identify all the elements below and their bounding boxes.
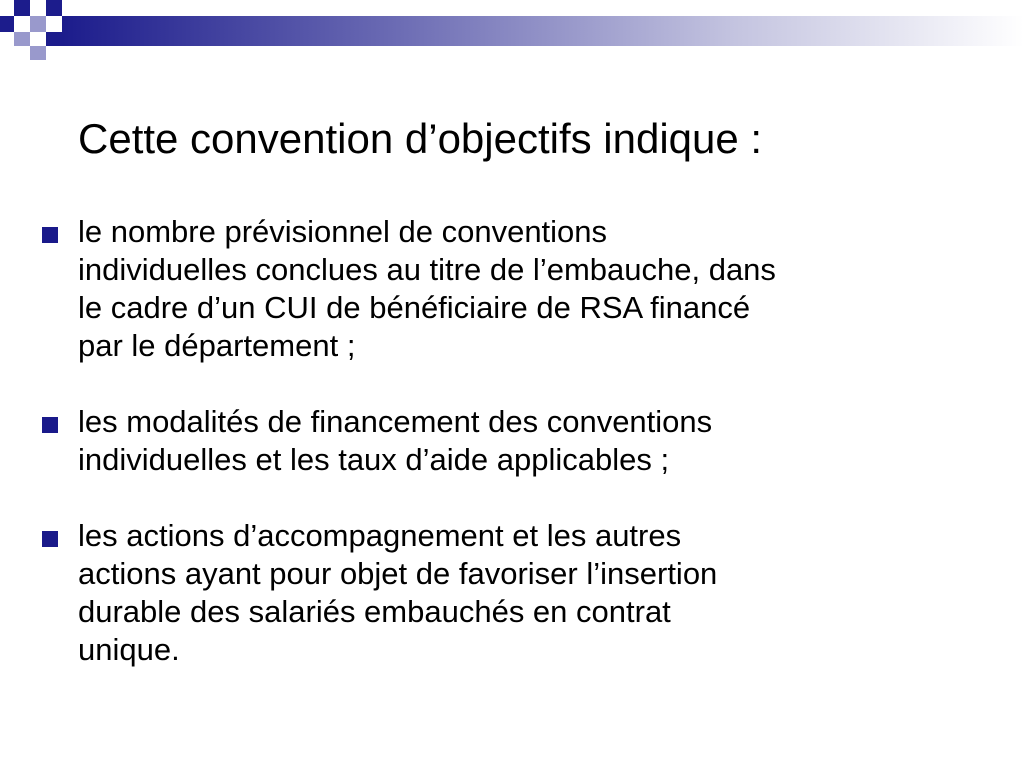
square-bullet-icon <box>42 417 58 433</box>
deco-square <box>0 16 14 32</box>
bullet-item <box>40 403 990 479</box>
deco-square <box>30 16 46 32</box>
square-bullet-icon <box>42 227 58 243</box>
deco-square <box>14 0 30 16</box>
deco-square <box>46 0 62 16</box>
bullet-text-line: durable des salariés embauchés en contrat <box>78 594 671 629</box>
slide-title: Cette convention d’objectifs indique : <box>78 115 763 162</box>
bullet-text-line: actions ayant pour objet de favoriser l’insertion <box>78 556 718 591</box>
deco-square <box>30 46 46 60</box>
bullet-item <box>40 213 990 365</box>
square-bullet-icon <box>42 531 58 547</box>
bullet-item <box>40 517 990 669</box>
bullet-text-line: les modalités de financement des conventions <box>78 404 713 439</box>
deco-square <box>14 32 30 46</box>
bullet-list <box>40 213 990 707</box>
bullet-text-line: individuelles conclues au titre de l’embauche, dans <box>78 252 776 287</box>
bullet-text-line: individuelles et les taux d’aide applicables ; <box>78 442 670 477</box>
header-gradient-band <box>62 16 1024 46</box>
bullet-text-line: par le département ; <box>78 328 356 363</box>
bullet-text-line: le cadre d’un CUI de bénéficiaire de RSA financé <box>78 290 751 325</box>
header-decoration <box>0 0 1024 70</box>
bullet-text-line: le nombre prévisionnel de conventions <box>78 214 608 249</box>
bullet-text-line: les actions d’accompagnement et les autres <box>78 518 682 553</box>
deco-square <box>46 32 62 46</box>
bullet-text-line: unique. <box>78 632 180 667</box>
